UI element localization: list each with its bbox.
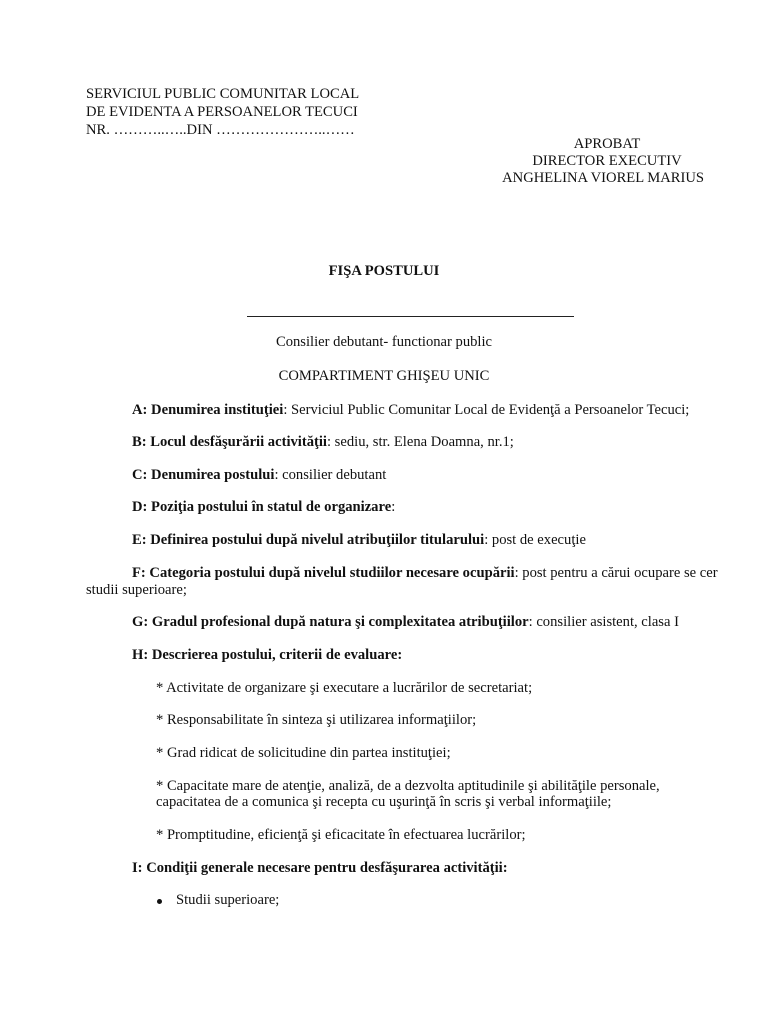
criteria-item: * Responsabilitate în sinteza şi utilizarea informaţiilor; <box>156 712 477 728</box>
post-name: Consilier debutant- functionar public <box>275 334 492 350</box>
bullet-icon <box>157 899 162 904</box>
header-line-2: DE EVIDENTA A PERSOANELOR TECUCI <box>86 104 358 120</box>
criteria-item: * Grad ridicat de solicitudine din partea instituţiei; <box>156 745 451 761</box>
section-g-text: : consilier asistent, clasa I <box>528 614 679 630</box>
condition-item: Studii superioare; <box>176 892 280 908</box>
criteria-item: * Promptitudine, eficienţă şi eficacitate în efectuarea lucrărilor; <box>156 827 526 843</box>
approval-block <box>492 136 704 187</box>
section-f-label: F: Categoria postului după nivelul studiilor necesare ocupării <box>132 565 515 581</box>
criteria-item: * Capacitate mare de atenţie, analiză, de a dezvolta aptitudinile şi abilităţile personale, <box>156 778 660 794</box>
section-g-label: G: Gradul profesional după natura şi complexitatea atribuţiilor <box>132 614 529 630</box>
section-b-text: : sediu, str. Elena Doamna, nr.1; <box>326 434 514 450</box>
section-c <box>132 467 386 484</box>
header-line-1: SERVICIUL PUBLIC COMUNITAR LOCAL <box>86 86 360 102</box>
section-d-label: D: Poziţia postului în statul de organizare <box>132 499 392 515</box>
approval-line-2: DIRECTOR EXECUTIV <box>532 153 682 169</box>
section-e-text: : post de execuţie <box>484 532 586 548</box>
section-g <box>132 614 679 631</box>
section-e-label: E: Definirea postului după nivelul atribuţiilor titularului <box>132 532 485 548</box>
document-title: FIŞA POSTULUI <box>328 263 440 279</box>
approval-line-3: ANGHELINA VIOREL MARIUS <box>502 170 704 186</box>
section-c-text: : consilier debutant <box>274 467 387 483</box>
section-h-label: H: Descrierea postului, criterii de evaluare: <box>132 647 403 663</box>
header-line-3: NR. ………..…..DIN …………………..…… <box>86 122 355 138</box>
department-name: COMPARTIMENT GHIŞEU UNIC <box>278 368 490 384</box>
section-a <box>132 402 689 419</box>
section-f <box>86 565 726 599</box>
section-b <box>132 434 514 451</box>
section-c-label: C: Denumirea postului <box>132 467 275 483</box>
section-d-text: : <box>391 499 396 515</box>
title-underline <box>247 316 574 317</box>
criteria-item: * Activitate de organizare şi executare a lucrărilor de secretariat; <box>156 680 533 696</box>
institution-header <box>86 86 359 140</box>
section-a-label: A: Denumirea instituţiei <box>132 402 284 418</box>
section-f-text: : post pentru a cărui ocupare se cer studii superioare; <box>86 565 718 598</box>
section-d <box>132 499 395 516</box>
section-b-label: B: Locul desfăşurării activităţii <box>132 434 327 450</box>
section-i-label: I: Condiţii generale necesare pentru desfăşurarea activităţii: <box>132 860 508 876</box>
approval-line-1: APROBAT <box>573 136 641 152</box>
criteria-item-continuation: capacitatea de a comunica şi recepta cu uşurinţă în scris şi verbal informaţiile; <box>156 794 612 810</box>
section-e <box>132 532 586 549</box>
section-a-text: : Serviciul Public Comunitar Local de Evidenţă a Persoanelor Tecuci; <box>283 402 690 418</box>
